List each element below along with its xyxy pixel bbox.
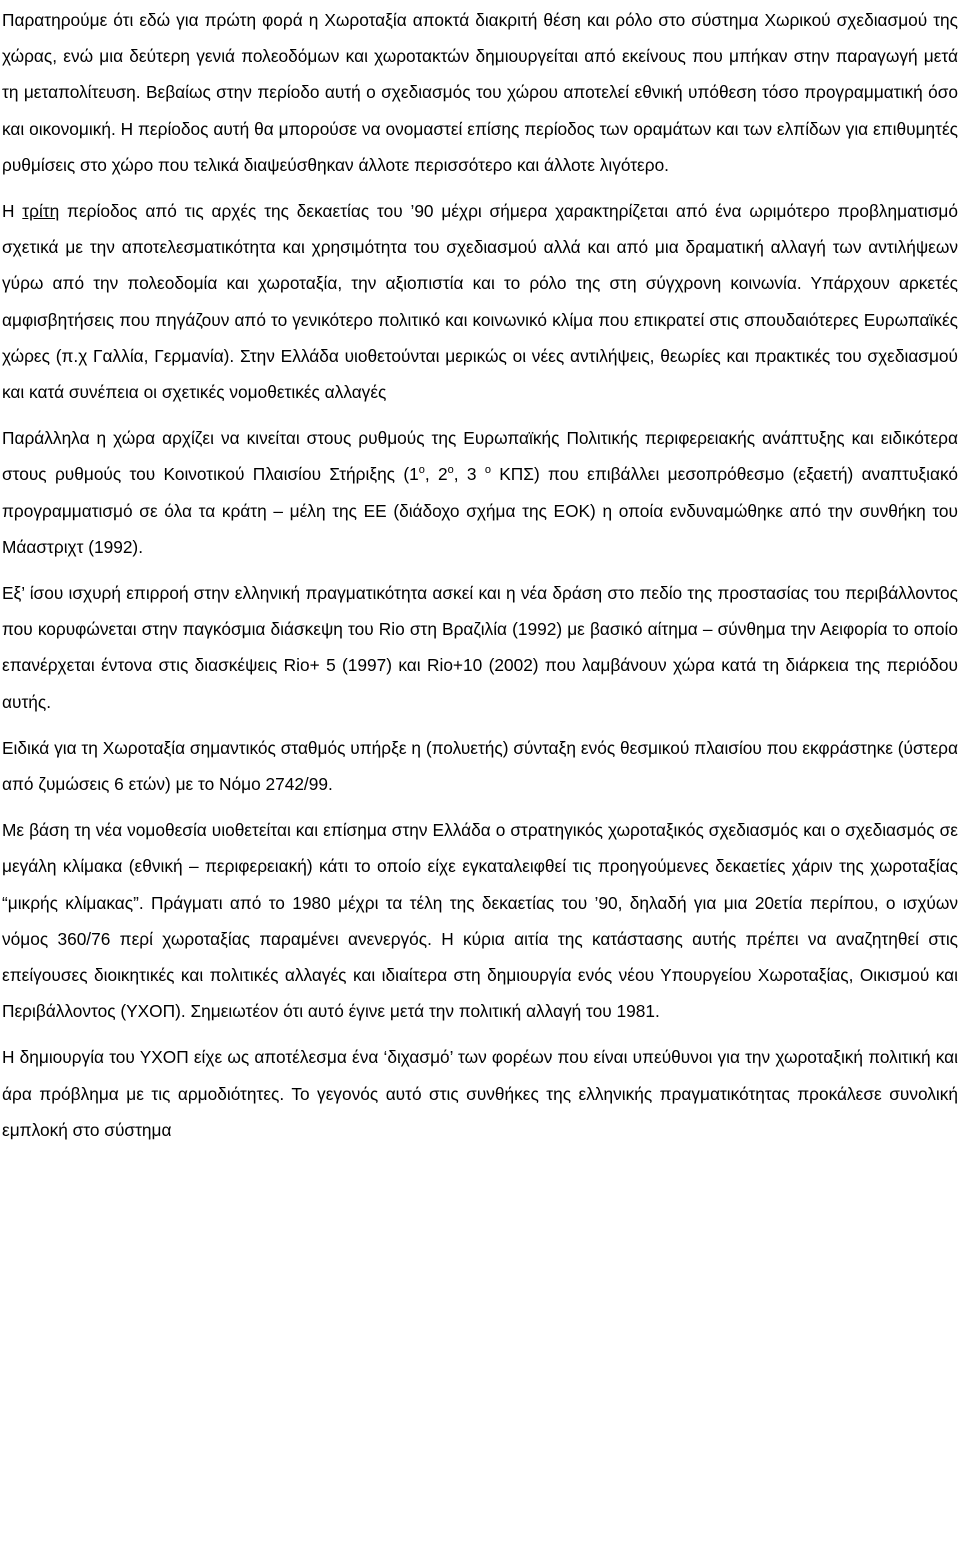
- paragraph-ministry-yxop: Η δημιουργία του ΥΧΟΠ είχε ως αποτέλεσμα ένα ‘διχασμό’ των φορέων που είναι υπεύθυνοι για την χωροταξική πολιτική και άρα πρόβλημα με τις αρμοδιότητες. Το γεγονός αυτό στις συνθήκες της ελληνικής πραγματικότητας προκάλεσε συνολική εμπλοκή στο σύστημα: [2, 1047, 958, 1140]
- document-page: [2, 2, 958, 1148]
- paragraph-eu-regional-policy: [2, 420, 958, 565]
- paragraph-second-period-conclusion: Παρατηρούμε ότι εδώ για πρώτη φορά η Χωροταξία αποκτά διακριτή θέση και ρόλο στο σύστημα Χωρικού σχεδιασμού της χώρας, ενώ μια δεύτερη γενιά πολεοδόμων και χωροτακτών δημιουργείται από εκείνους που μπήκαν στην παραγωγή μετά τη μεταπολίτευση. Βεβαίως στην περίοδο αυτή ο σχεδιασμός του χώρου αποτελεί εθνική υπόθεση τόσο προγραμματική όσο και οικονομική. Η περίοδος αυτή θα μπορούσε να ονομαστεί επίσης περίοδος των οραμάτων και των ελπίδων για επιθυμητές ρυθμίσεις στο χώρο που τελικά διαψεύσθηκαν άλλοτε περισσότερο και άλλοτε λιγότερο.: [2, 10, 958, 175]
- eu-policy-text-3: , 3: [453, 464, 485, 485]
- eu-policy-text-end: ΚΠΣ) που επιβάλλει μεσοπρόθεσμο (εξαετή) αναπτυξιακό προγραμματισμό σε όλα τα κράτη – μέλη της ΕΕ (διάδοχο σχήμα της ΕΟΚ) η οποία ενδυναμώθηκε από την συνθήκη του Μάαστριχτ (1992).: [2, 464, 959, 557]
- third-period-body: περίοδος από τις αρχές της δεκαετίας του ’90 μέχρι σήμερα χαρακτηρίζεται από ένα ωριμότερο προβληματισμό σχετικά με την αποτελεσματικότητα και χρησιμότητα του σχεδιασμού αλλά και από μια δραματική αλλαγή των αντιλήψεων γύρω από την πολεοδομία και χωροταξία, την αξιοπιστία και το ρόλο της στη σύγχρονη κοινωνία. Υπάρχουν αρκετές αμφισβητήσεις που πηγάζουν από το γενικότερο πολιτικό και κοινωνικό κλίμα που επικρατεί στις σπουδαιότερες Ευρωπαϊκές χώρες (π.χ Γαλλία, Γερμανία). Στην Ελλάδα υιοθετούνται μερικώς οι νέες αντιλήψεις, θεωρίες και πρακτικές του σχεδιασμού και κατά συνέπεια οι σχετικές νομοθετικές αλλαγές: [2, 201, 958, 403]
- paragraph-new-legislation: Με βάση τη νέα νομοθεσία υιοθετείται και επίσημα στην Ελλάδα ο στρατηγικός χωροταξικός σχεδιασμός και ο σχεδιασμός σε μεγάλη κλίμακα (εθνική – περιφερειακή) κάτι το οποίο είχε εγκαταλειφθεί τις προηγούμενες δεκαετίες χάριν της χωροταξίας “μικρής κλίμακας”. Πράγματι από το 1980 μέχρι τα τέλη της δεκαετίας του ’90, δηλαδή για μια 20ετία περίπου, ο ισχύων νόμος 360/76 περί χωροταξίας παραμένει ανενεργός. Η κύρια αιτία της κατάστασης αυτής πρέπει να αναζητηθεί στις επείγουσες διοικητικές και πολιτικές αλλαγές και ιδιαίτερα στη δημιουργία ενός νέου Υπουργείου Χωροταξίας, Οικισμού και Περιβάλλοντος (ΥΧΟΠ). Σημειωτέον ότι αυτό έγινε μετά την πολιτική αλλαγή του 1981.: [2, 820, 958, 1022]
- paragraph-law-2742: Ειδικά για τη Χωροταξία σημαντικός σταθμός υπήρξε η (πολυετής) σύνταξη ενός θεσμικού πλαισίου που εκφράστηκε (ύστερα από ζυμώσεις 6 ετών) με το Νόμο 2742/99.: [2, 737, 958, 795]
- third-period-underlined-word: τρίτη: [22, 201, 60, 222]
- ordinal-superscript-1: ο: [418, 464, 425, 477]
- eu-policy-text-2: , 2: [424, 464, 448, 485]
- ordinal-superscript-2: ο: [447, 464, 454, 477]
- eu-policy-text-start: Παράλληλα η χώρα αρχίζει να κινείται στους ρυθμούς της Ευρωπαϊκής Πολιτικής περιφερειακής ανάπτυξης και ειδικότερα στους ρυθμούς του Κοινοτικού Πλαισίου Στήριξης (1: [2, 428, 958, 485]
- paragraph-third-period: [2, 193, 958, 410]
- ordinal-superscript-3: ο: [484, 464, 491, 477]
- third-period-intro: Η: [2, 201, 23, 222]
- paragraph-environment-rio: Εξ’ ίσου ισχυρή επιρροή στην ελληνική πραγματικότητα ασκεί και η νέα δράση στο πεδίο της προστασίας του περιβάλλοντος που κορυφώνεται στην παγκόσμια διάσκεψη του Rio στη Βραζιλία (1992) με βασικό αίτημα – σύνθημα την Αειφορία το οποίο επανέρχεται έντονα στις διασκέψεις Rio+ 5 (1997) και Rio+10 (2002) που λαμβάνουν χώρα κατά τη διάρκεια της περιόδου αυτής.: [2, 583, 958, 712]
